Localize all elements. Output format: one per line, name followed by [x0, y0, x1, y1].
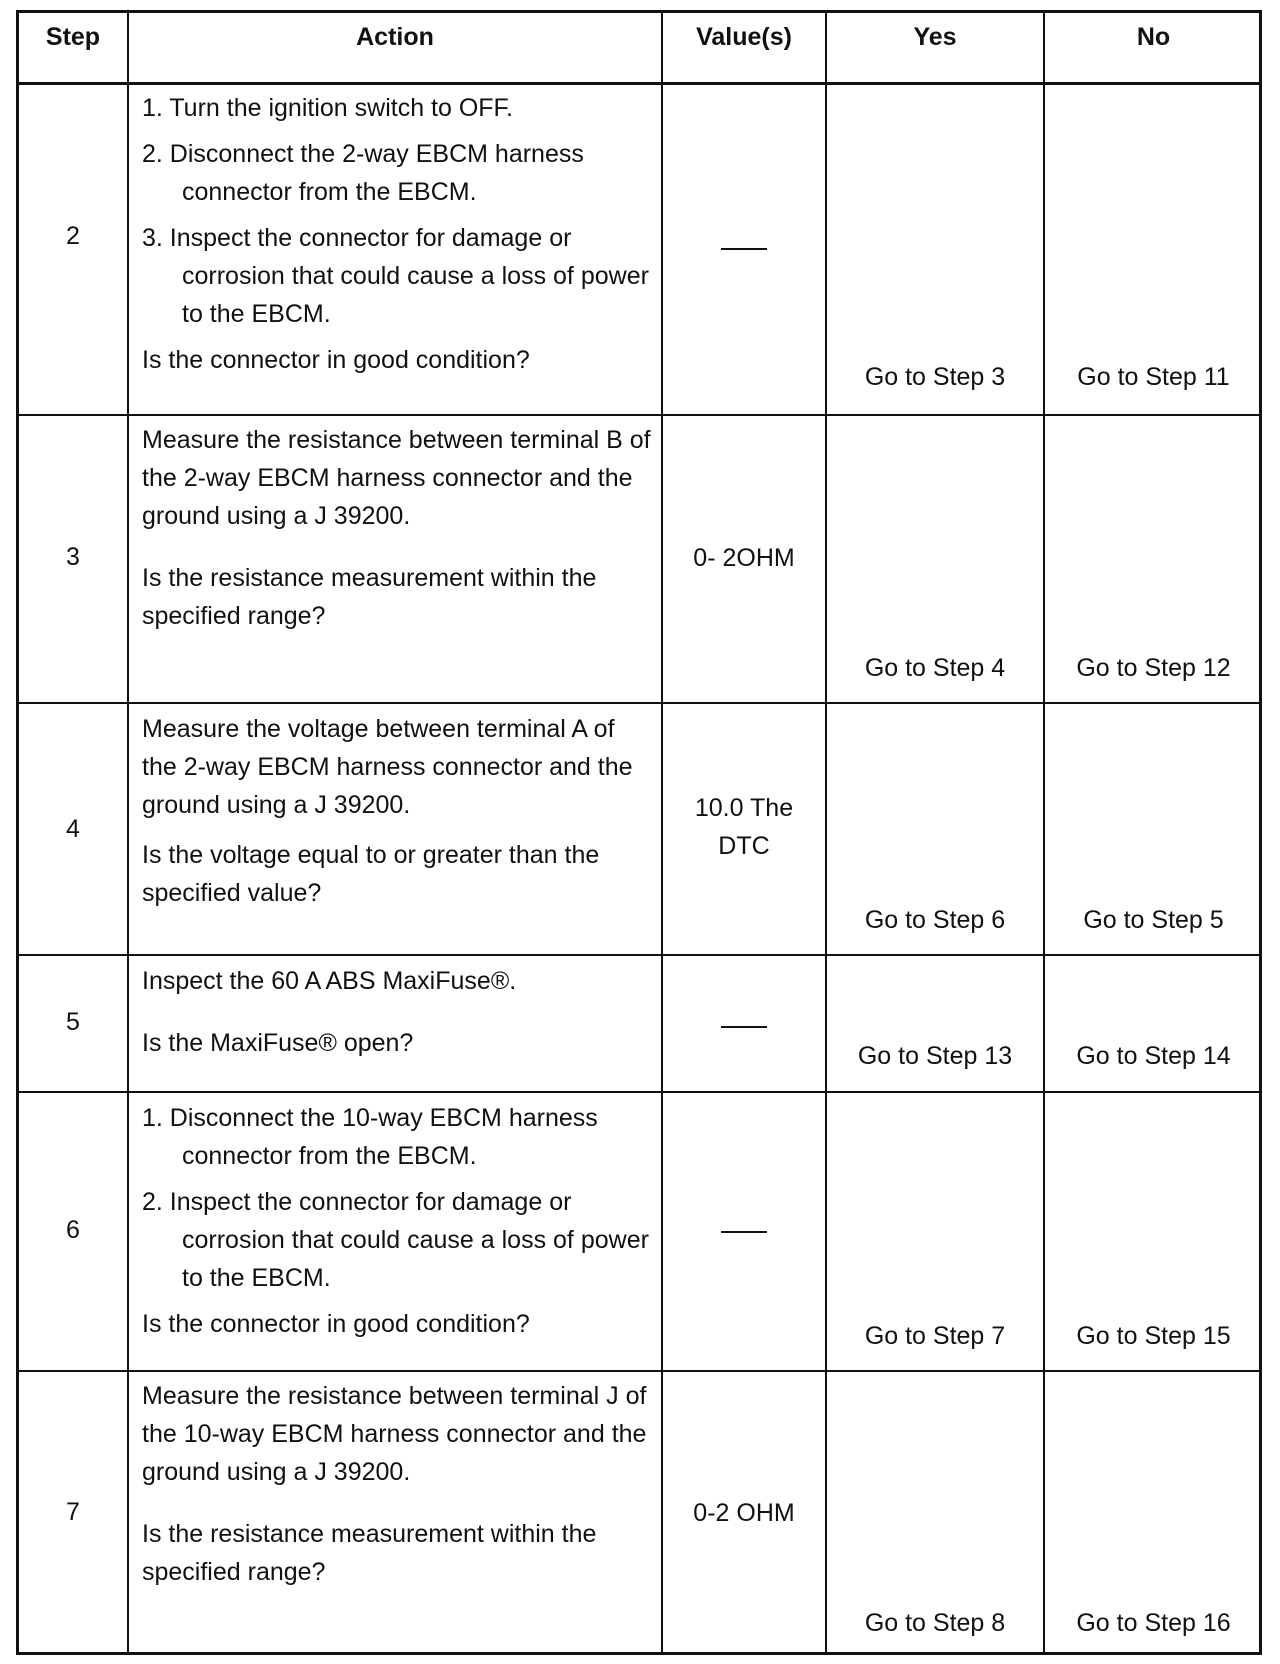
no-cell: Go to Step 15 — [1076, 1322, 1231, 1350]
action-question: Is the resistance measurement within the specified range? — [142, 564, 597, 630]
step-number: 3 — [66, 543, 80, 571]
action-cell — [142, 962, 652, 1070]
step-number: 6 — [66, 1216, 80, 1244]
action-cell — [142, 421, 652, 643]
action-text: Measure the resistance between terminal J of the 10-way EBCM harness connector and the ground using a J 39200. — [142, 1382, 647, 1486]
value-cell — [663, 1026, 825, 1028]
column-divider — [825, 13, 827, 1652]
value-cell: 10.0 The DTC — [694, 794, 794, 860]
action-text: Measure the resistance between terminal B of the 2-way EBCM harness connector and the ground using a J 39200. — [142, 426, 651, 530]
action-text: Measure the voltage between terminal A of the 2-way EBCM harness connector and the ground using a J 39200. — [142, 715, 633, 819]
row-divider — [19, 954, 1259, 956]
action-cell — [142, 1377, 652, 1599]
action-text: Inspect the 60 A ABS MaxiFuse®. — [142, 967, 517, 995]
column-divider — [661, 13, 663, 1652]
action-question: Is the voltage equal to or greater than the specified value? — [142, 841, 600, 907]
action-cell — [142, 710, 652, 920]
empty-value-dash — [721, 1026, 767, 1028]
row-divider — [19, 82, 1259, 85]
step-number: 5 — [66, 1008, 80, 1036]
header-step: Step — [45, 23, 101, 51]
yes-cell: Go to Step 7 — [864, 1322, 1006, 1350]
yes-cell: Go to Step 13 — [857, 1042, 1013, 1070]
yes-cell: Go to Step 8 — [864, 1609, 1006, 1637]
action-question: Is the connector in good condition? — [142, 1310, 530, 1338]
diagnostic-table — [16, 10, 1262, 1655]
action-item: 2. Disconnect the 2-way EBCM harness connector from the EBCM. — [142, 140, 584, 206]
header-action: Action — [356, 23, 434, 51]
action-item: 2. Inspect the connector for damage or corrosion that could cause a loss of power to the EBCM. — [142, 1188, 649, 1292]
action-cell — [142, 89, 652, 387]
action-item: 1. Turn the ignition switch to OFF. — [142, 94, 513, 122]
header-yes: Yes — [913, 23, 957, 51]
header-values: Value(s) — [696, 23, 792, 51]
header-no: No — [1136, 23, 1171, 51]
value-cell: 0- 2OHM — [693, 544, 795, 572]
action-item: 1. Disconnect the 10-way EBCM harness connector from the EBCM. — [142, 1104, 598, 1170]
column-divider — [127, 13, 129, 1652]
step-number: 2 — [66, 222, 80, 250]
step-number: 7 — [66, 1498, 80, 1526]
action-cell — [142, 1099, 652, 1351]
value-cell — [663, 1231, 825, 1233]
action-item: 3. Inspect the connector for damage or corrosion that could cause a loss of power to the EBCM. — [142, 224, 649, 328]
row-divider — [19, 1091, 1259, 1093]
row-divider — [19, 1370, 1259, 1372]
yes-cell: Go to Step 6 — [864, 906, 1006, 934]
column-divider — [1043, 13, 1045, 1652]
no-cell: Go to Step 5 — [1083, 906, 1224, 934]
empty-value-dash — [721, 1231, 767, 1233]
action-question: Is the resistance measurement within the specified range? — [142, 1520, 597, 1586]
value-cell — [663, 248, 825, 250]
yes-cell: Go to Step 4 — [864, 654, 1006, 682]
action-question: Is the MaxiFuse® open? — [142, 1029, 414, 1057]
row-divider — [19, 702, 1259, 704]
value-cell: 0-2 OHM — [693, 1499, 795, 1527]
yes-cell: Go to Step 3 — [864, 363, 1006, 391]
no-cell: Go to Step 16 — [1076, 1609, 1231, 1637]
row-divider — [19, 414, 1259, 416]
step-number: 4 — [66, 815, 80, 843]
no-cell: Go to Step 11 — [1077, 363, 1230, 391]
empty-value-dash — [721, 248, 767, 250]
no-cell: Go to Step 14 — [1076, 1042, 1231, 1070]
no-cell: Go to Step 12 — [1076, 654, 1231, 682]
action-question: Is the connector in good condition? — [142, 346, 530, 374]
